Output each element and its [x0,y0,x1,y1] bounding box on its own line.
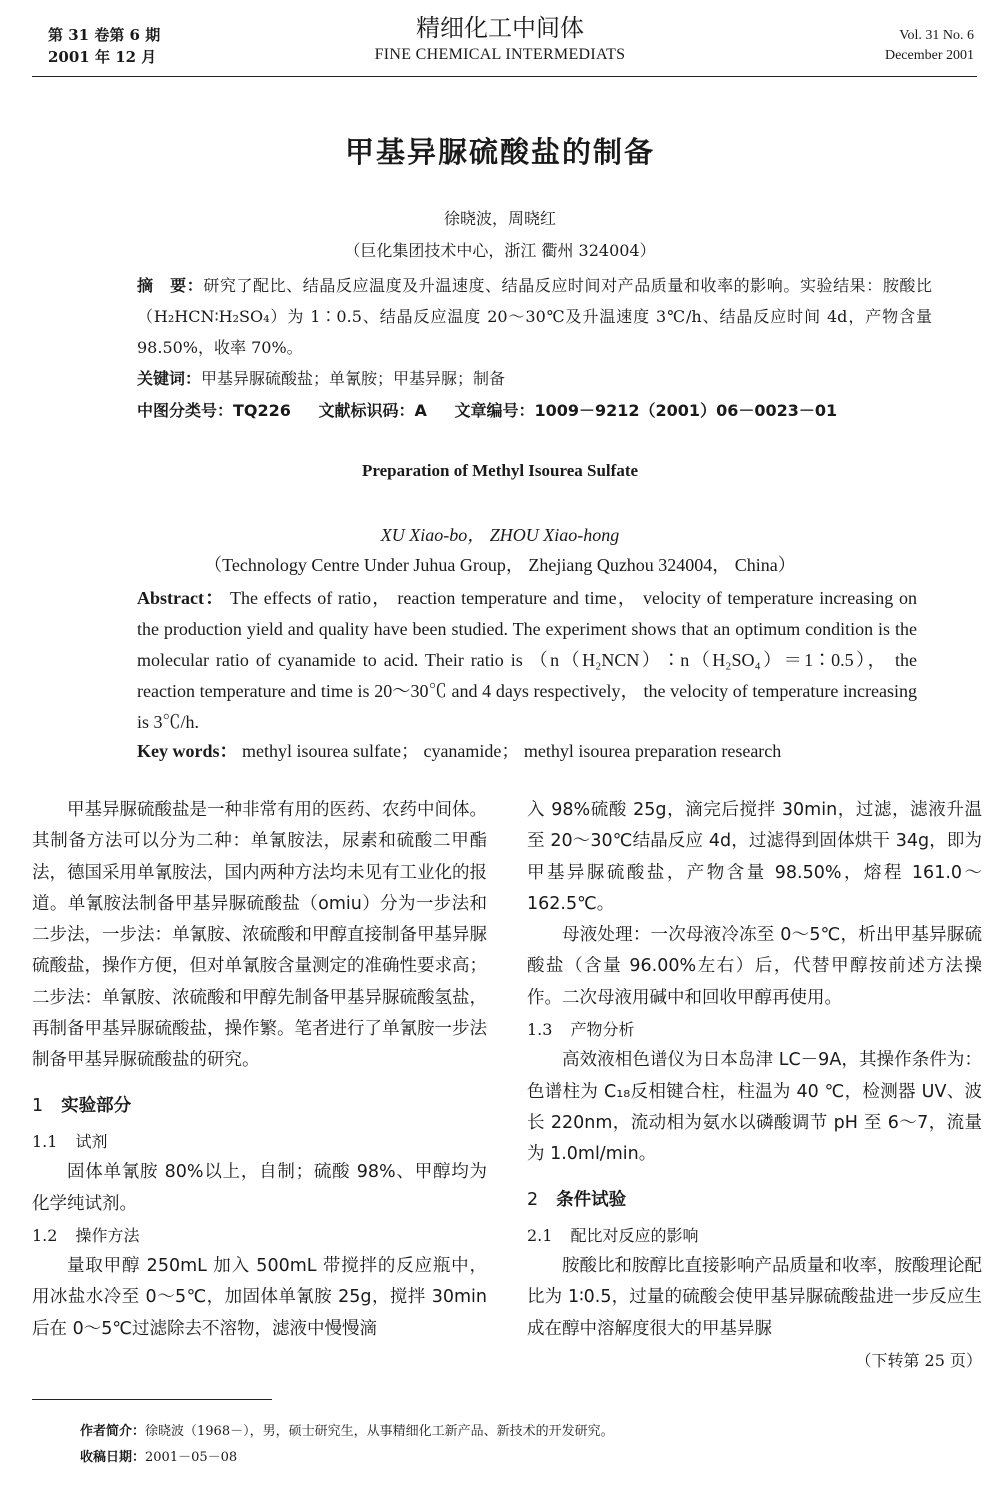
article-number: 文章编号：1009－9212（2001）06－0023－01 [454,401,838,420]
abstract-cn [97,270,932,363]
received-date [80,1448,980,1468]
body-right-column [527,795,982,1376]
abstract-label: 摘 要： [137,276,204,295]
subsection-1-3-heading [527,1014,982,1045]
keywords-text: 甲基异脲硫酸盐；单氰胺；甲基异脲；制备 [201,369,506,388]
journal-title [0,12,1000,66]
english-title: Preparation of Methyl Isourea Sulfate [361,461,639,480]
received-date-text: 2001－05－08 [145,1450,238,1465]
journal-name-cn: 精细化工中间体 [416,14,584,42]
section-title: 条件试验 [556,1189,627,1210]
procedure-continued: 入 98%硫酸 25g，滴完后搅拌 30min，过滤，滤液升温至 20～30℃结晶反应 4d，过滤得到固体烘干 34g，即为甲基异脲硫酸盐，产物含量 98.50%，熔程 161.0～162.5℃。 [527,800,982,914]
subsection-number: 1.2 [32,1225,58,1245]
subsection-title: 操作方法 [75,1225,140,1245]
volume-issue-cn: 第 31 卷第 6 期 [48,26,161,44]
english-keywords [137,737,937,763]
journal-name-en: FINE CHEMICAL INTERMEDIATS [374,46,626,63]
subsection-title: 产物分析 [570,1020,635,1040]
subsection-2-1-heading [527,1220,982,1251]
clc-number: 中图分类号：TQ226 [137,401,291,420]
author-bio [80,1422,980,1442]
received-date-label: 收稿日期： [80,1450,146,1465]
keywords-cn [137,366,937,389]
author-bio-label: 作者简介： [80,1424,146,1439]
subsection-number: 1.1 [32,1131,58,1151]
english-abstract-text: The effects of ratio， reaction temperature and time， velocity of temperature increasing on the production yield and quality have been studied. The experiment shows that an optimum condition is the molecular ratio of cyanamide to acid. Their ratio is （n（H₂NCN）∶n（H₂SO₄）＝1∶0.5）， the reaction temperature and time is 20～30℃ and 4 days respectively， the velocity of temperature increasing is 3℃/h. [137,588,917,732]
mother-liquor-paragraph: 母液处理：一次母液冷冻至 0～5℃，析出甲基异脲硫酸盐（含量 96.00%左右）后，代替甲醇按前述方法操作。二次母液用碱中和回收甲醇再使用。 [527,925,982,1008]
body-left-column [32,795,487,1345]
subsection-number: 2.1 [527,1225,553,1245]
section-number: 2 [527,1189,539,1210]
english-abstract-label: Abstract： [137,588,225,608]
date-en: December 2001 [884,48,974,63]
subsection-1-1-heading [32,1126,487,1157]
reagents-paragraph: 固体单氰胺 80%以上，自制；硫酸 98%、甲醇均为化学纯试剂。 [32,1162,487,1214]
subsection-title: 配比对反应的影响 [570,1225,699,1245]
footnote-divider [32,1399,272,1400]
procedure-paragraph: 量取甲醇 250mL 加入 500mL 带搅拌的反应瓶中，用冰盐水冷至 0～5℃，加固体单氰胺 25g，搅拌 30min 后在 0～5℃过滤除去不溶物，滤液中慢慢滴 [32,1256,487,1339]
author-list: 徐晓波，周晓红 [443,209,556,228]
date-cn: 2001 年 12 月 [48,48,157,66]
issue-info-en [885,26,974,66]
section-number: 1 [32,1095,44,1116]
english-authors: XU Xiao-bo， ZHOU Xiao-hong [380,525,620,545]
abstract-text: 研究了配比、结晶反应温度及升温速度、结晶反应时间对产品质量和收率的影响。实验结果：胺酸比（H₂HCN∶H₂SO₄）为 1∶0.5、结晶反应温度 20～30℃及升温速度 3℃/h、结晶反应时间 4d，产物含量 98.50%，收率 70%。 [137,276,932,357]
subsection-number: 1.3 [527,1020,553,1040]
section-2-heading [527,1185,982,1216]
intro-paragraph: 甲基异脲硫酸盐是一种非常有用的医药、农药中间体。其制备方法可以分为二种：单氰胺法，尿素和硫酸二甲酯法，德国采用单氰胺法，国内两种方法均未见有工业化的报道。单氰胺法制备甲基异脲硫酸盐（omiu）分为一步法和二步法，一步法：单氰胺、浓硫酸和甲醇直接制备甲基异脲硫酸盐，操作方便，但对单氰胺含量测定的准确性要求高；二步法：单氰胺、浓硫酸和甲醇先制备甲基异脲硫酸氢盐，再制备甲基异脲硫酸盐，操作繁。笔者进行了单氰胺一步法制备甲基异脲硫酸盐的研究。 [32,800,487,1071]
ratio-paragraph: 胺酸比和胺醇比直接影响产品质量和收率，胺酸理论配比为 1∶0.5，过量的硫酸会使甲基异脲硫酸盐进一步反应生成在醇中溶解度很大的甲基异脲 [527,1256,982,1339]
subsection-1-2-heading [32,1220,487,1251]
header-divider [32,76,977,77]
paper-title: 甲基异脲硫酸盐的制备 [344,135,655,169]
subsection-title: 试剂 [75,1131,108,1151]
english-keywords-text: methyl isourea sulfate； cyanamide； methyl isourea preparation research [242,741,782,761]
english-abstract [97,583,917,738]
affiliation: （巨化集团技术中心，浙江 衢州 324004） [344,241,656,260]
keywords-label: 关键词： [137,369,202,388]
section-title: 实验部分 [61,1095,132,1116]
continued-note: （下转第 25 页） [855,1351,982,1371]
document-code: 文献标识码：A [318,401,427,420]
analysis-paragraph: 高效液相色谱仪为日本岛津 LC－9A，其操作条件为：色谱柱为 C₁₈反相键合柱，柱温为 40 ℃，检测器 UV、波长 220nm，流动相为氨水以磷酸调节 pH 至 6～7，流量为 1.0ml/min。 [527,1050,982,1165]
classification-line [137,398,937,421]
author-bio-text: 徐晓波（1968－），男，硕士研究生，从事精细化工新产品、新技术的开发研究。 [145,1424,614,1439]
section-1-heading [32,1091,487,1122]
english-keywords-label: Key words： [137,741,238,761]
volume-issue-en: Vol. 31 No. 6 [899,28,974,43]
english-affiliation: （Technology Centre Under Juhua Group， Zhejiang Quzhou 324004， China） [204,555,796,575]
